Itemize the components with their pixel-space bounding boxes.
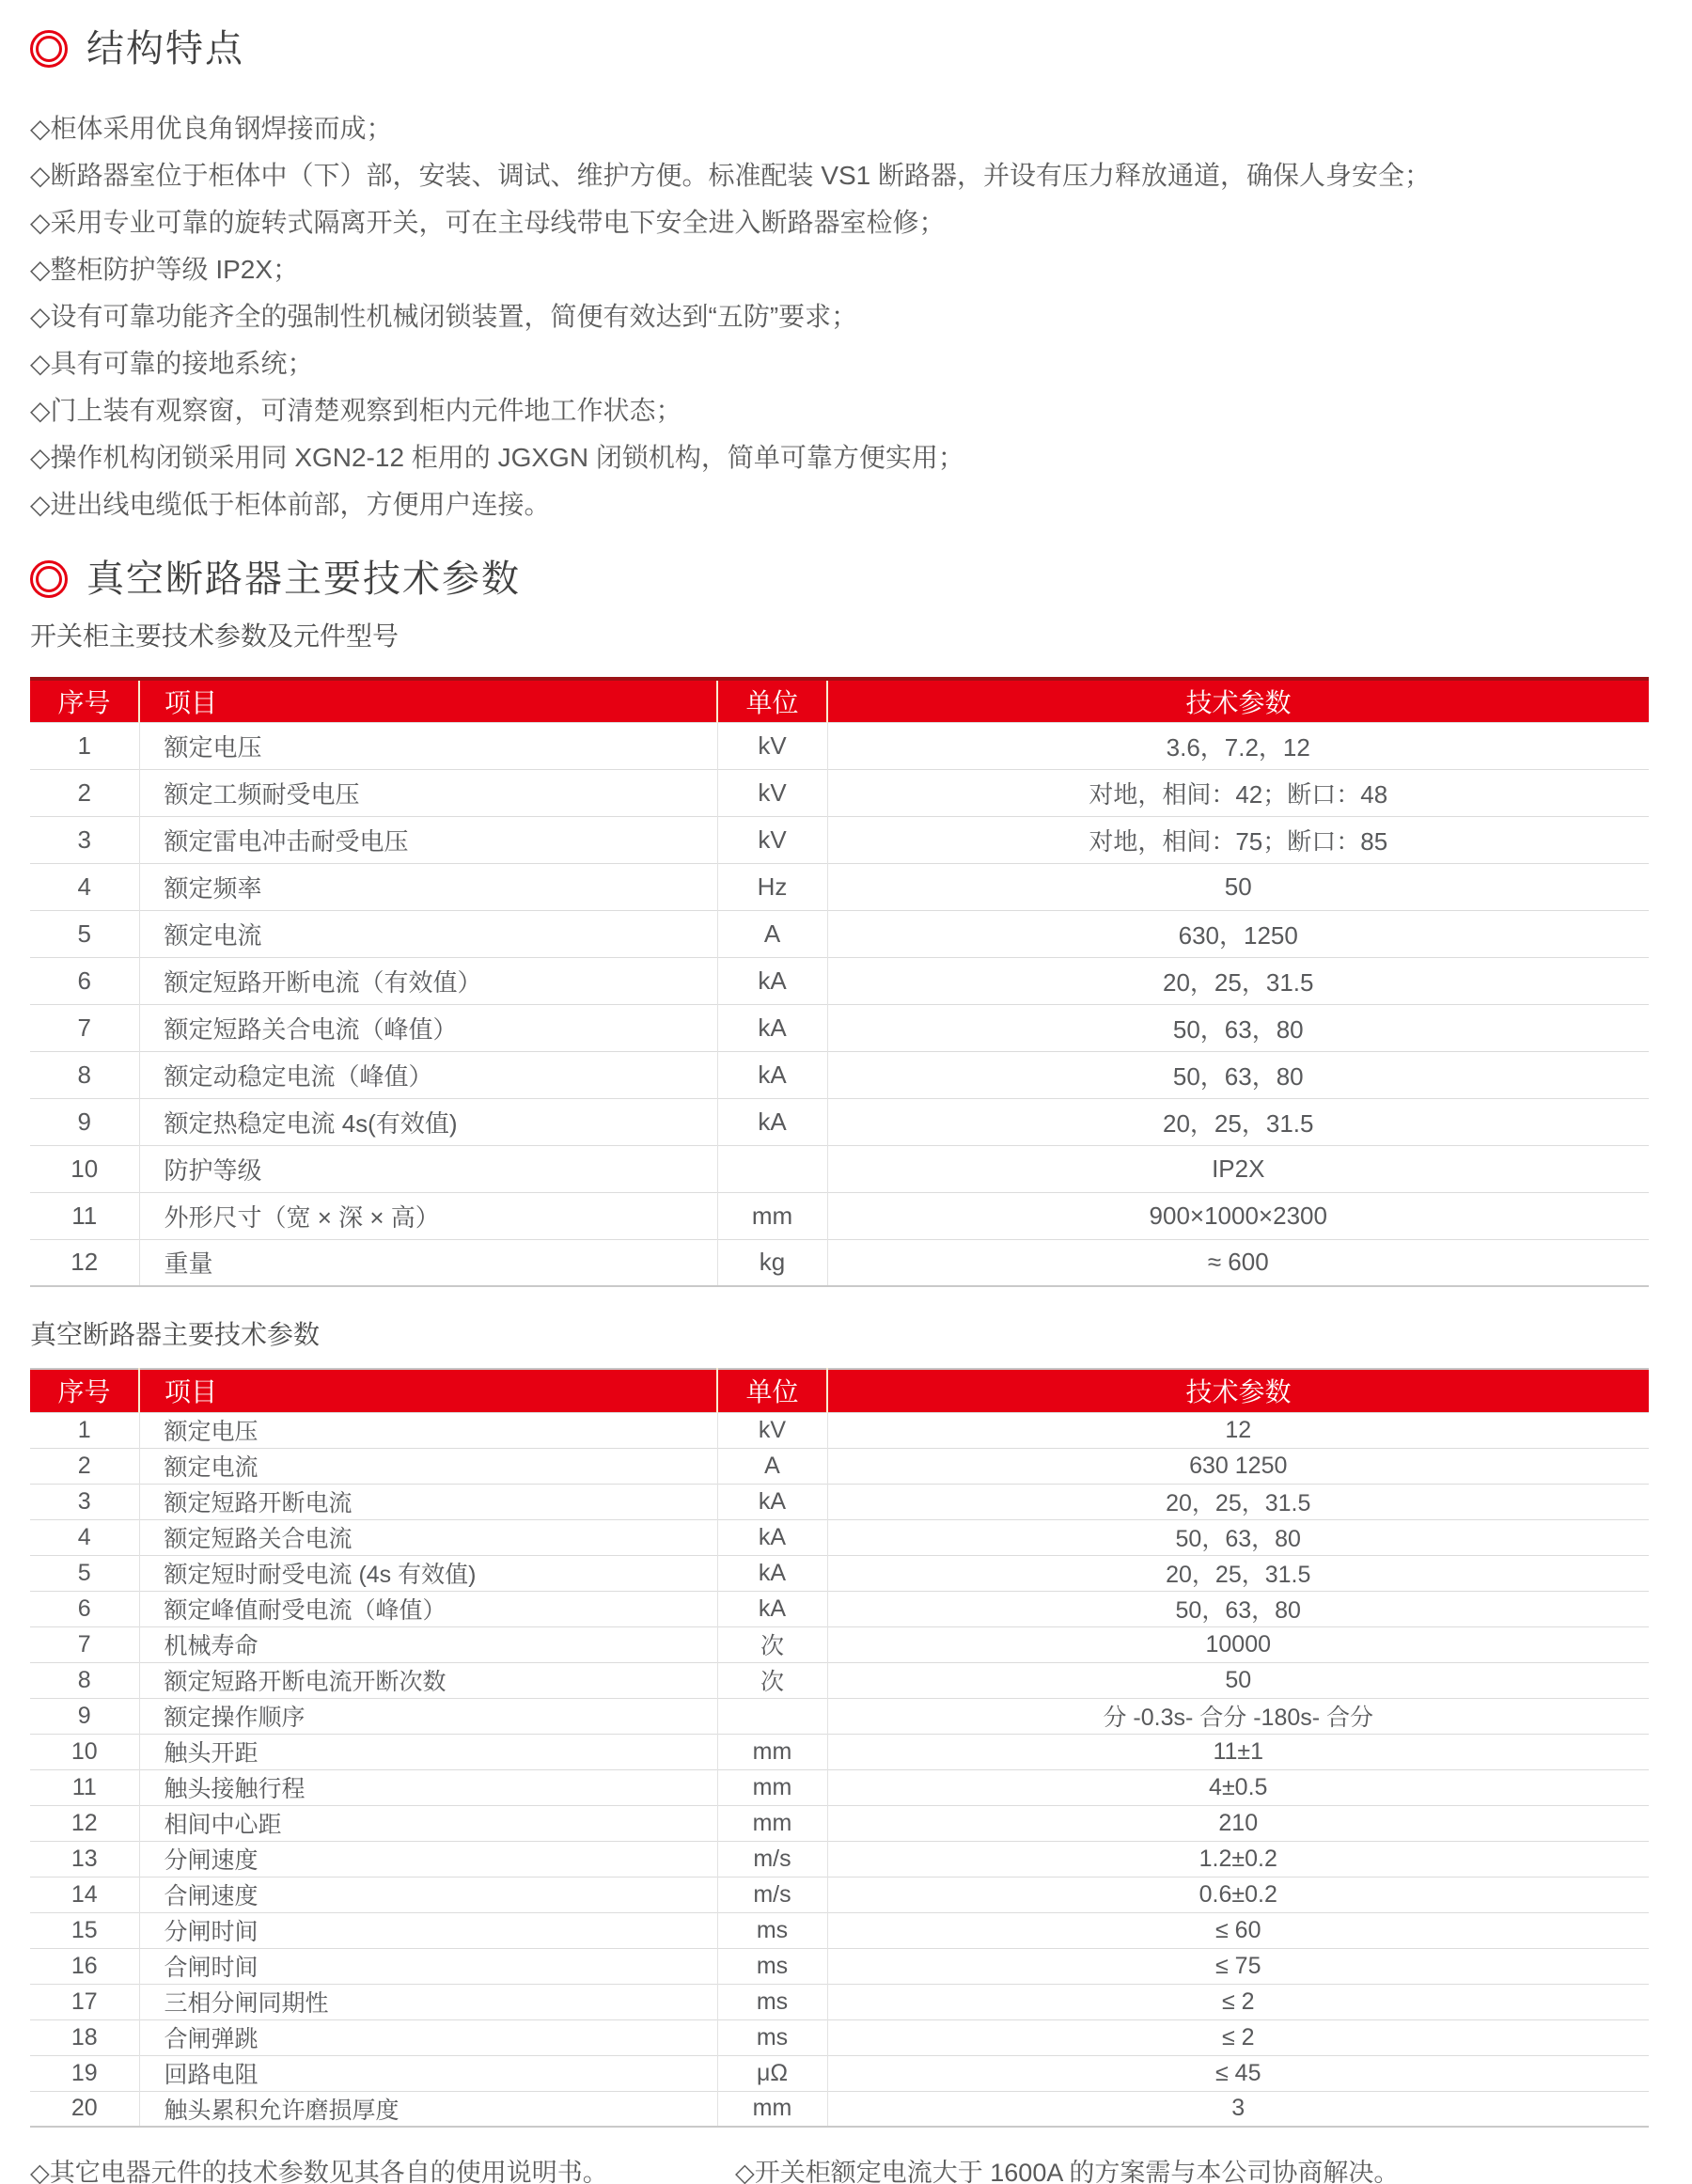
seq-cell: 12 [30,1239,139,1286]
item-cell: 额定短路开断电流开断次数 [139,1662,717,1698]
value-cell: 20，25，31.5 [827,957,1649,1004]
unit-cell: mm [717,2091,827,2127]
table-row [30,1626,1649,1662]
item-cell: 额定峰值耐受电流（峰值） [139,1591,717,1626]
unit-cell: mm [717,1734,827,1769]
item-cell: 合闸速度 [139,1877,717,1912]
unit-cell: kA [717,1591,827,1626]
unit-cell: Hz [717,863,827,910]
unit-cell: mm [717,1769,827,1805]
value-cell: 210 [827,1805,1649,1841]
seq-cell: 7 [30,1626,139,1662]
value-cell: ≤ 75 [827,1948,1649,1984]
table-row [30,1734,1649,1769]
seq-cell: 1 [30,1412,139,1448]
unit-cell: kV [717,1412,827,1448]
table-row [30,957,1649,1004]
unit-cell: kA [717,1555,827,1591]
value-cell: ≤ 2 [827,1984,1649,2019]
value-cell: 20，25，31.5 [827,1555,1649,1591]
seq-cell: 11 [30,1769,139,1805]
item-cell: 额定电流 [139,910,717,957]
value-cell: 对地，相间：42；断口：48 [827,769,1649,816]
table-row [30,1841,1649,1877]
value-cell: 50，63，80 [827,1051,1649,1098]
unit-cell [717,1145,827,1192]
seq-cell: 2 [30,1448,139,1484]
table-header-row [30,679,1649,722]
feature-item: ◇具有可靠的接地系统； [30,349,314,378]
header-cell-value: 技术参数 [827,679,1649,722]
switchgear-params-table [30,677,1649,1287]
table-header-row [30,1369,1649,1412]
table-row [30,1769,1649,1805]
unit-cell: mm [717,1805,827,1841]
table-row [30,2091,1649,2127]
header-cell-item: 项目 [139,679,717,722]
table-row [30,1098,1649,1145]
table-row [30,1519,1649,1555]
table-caption-breaker: 真空断路器主要技术参数 [30,1320,321,1349]
section-heading-params [30,557,1649,602]
value-cell: 20，25，31.5 [827,1484,1649,1519]
item-cell: 额定短路开断电流（有效值） [139,957,717,1004]
unit-cell: kA [717,957,827,1004]
value-cell: 3 [827,2091,1649,2127]
value-cell: 12 [827,1412,1649,1448]
unit-cell: kV [717,816,827,863]
feature-item: ◇整柜防护等级 IP2X； [30,255,300,284]
table-row [30,1192,1649,1239]
value-cell: ≤ 2 [827,2019,1649,2055]
table-row [30,1984,1649,2019]
seq-cell: 9 [30,1098,139,1145]
feature-item: ◇采用专业可靠的旋转式隔离开关，可在主母线带电下安全进入断路器室检修； [30,208,946,237]
unit-cell: kA [717,1098,827,1145]
item-cell: 防护等级 [139,1145,717,1192]
item-cell: 额定操作顺序 [139,1698,717,1734]
seq-cell: 14 [30,1877,139,1912]
item-cell: 相间中心距 [139,1805,717,1841]
table-row [30,1448,1649,1484]
header-cell-item: 项目 [139,1369,717,1412]
table-row [30,1805,1649,1841]
item-cell: 额定动稳定电流（峰值） [139,1051,717,1098]
table-row [30,1948,1649,1984]
seq-cell: 1 [30,722,139,769]
table-row [30,863,1649,910]
value-cell: 50，63，80 [827,1591,1649,1626]
value-cell: 对地，相间：75；断口：85 [827,816,1649,863]
unit-cell: 次 [717,1662,827,1698]
unit-cell: m/s [717,1877,827,1912]
header-cell-unit: 单位 [717,1369,827,1412]
seq-cell: 4 [30,863,139,910]
value-cell: 50 [827,1662,1649,1698]
item-cell: 外形尺寸（宽 × 深 × 高） [139,1192,717,1239]
item-cell: 额定短路关合电流（峰值） [139,1004,717,1051]
table-row [30,722,1649,769]
footnote: ◇其它电器元件的技术参数见其各自的使用说明书。 [30,2159,608,2184]
table-row [30,1591,1649,1626]
seq-cell: 10 [30,1145,139,1192]
unit-cell: kg [717,1239,827,1286]
item-cell: 触头累积允许磨损厚度 [139,2091,717,2127]
table-row [30,1145,1649,1192]
table-row [30,910,1649,957]
footnotes [30,2152,1649,2184]
table-row [30,1662,1649,1698]
seq-cell: 5 [30,1555,139,1591]
value-cell: 630 1250 [827,1448,1649,1484]
table-row [30,1912,1649,1948]
table-row [30,1412,1649,1448]
table-row [30,1555,1649,1591]
unit-cell: μΩ [717,2055,827,2091]
value-cell: ≈ 600 [827,1239,1649,1286]
params-title: 真空断路器主要技术参数 [86,558,521,600]
seq-cell: 8 [30,1051,139,1098]
item-cell: 三相分闸同期性 [139,1984,717,2019]
item-cell: 额定电压 [139,1412,717,1448]
seq-cell: 5 [30,910,139,957]
seq-cell: 10 [30,1734,139,1769]
table-row [30,1877,1649,1912]
seq-cell: 11 [30,1192,139,1239]
unit-cell: ms [717,2019,827,2055]
value-cell: 20，25，31.5 [827,1098,1649,1145]
seq-cell: 8 [30,1662,139,1698]
item-cell: 额定电压 [139,722,717,769]
feature-item: ◇进出线电缆低于柜体前部，方便用户连接。 [30,490,551,519]
unit-cell: kA [717,1484,827,1519]
table-row [30,2019,1649,2055]
unit-cell: m/s [717,1841,827,1877]
unit-cell: kV [717,722,827,769]
unit-cell: mm [717,1192,827,1239]
features-title: 结构特点 [86,28,244,70]
double-ring-icon [30,30,68,68]
value-cell: IP2X [827,1145,1649,1192]
table-row [30,1484,1649,1519]
unit-cell: kA [717,1004,827,1051]
seq-cell: 2 [30,769,139,816]
header-cell-seq: 序号 [30,1369,139,1412]
feature-item: ◇设有可靠功能齐全的强制性机械闭锁装置，简便有效达到“五防”要求； [30,302,858,331]
seq-cell: 17 [30,1984,139,2019]
item-cell: 合闸弹跳 [139,2019,717,2055]
item-cell: 机械寿命 [139,1626,717,1662]
unit-cell: ms [717,1984,827,2019]
table-row [30,769,1649,816]
unit-cell: 次 [717,1626,827,1662]
seq-cell: 4 [30,1519,139,1555]
header-cell-seq: 序号 [30,679,139,722]
item-cell: 额定短时耐受电流 (4s 有效值) [139,1555,717,1591]
feature-item: ◇断路器室位于柜体中（下）部，安装、调试、维护方便。标准配装 VS1 断路器，并设有压力释放通道，确保人身安全； [30,161,1432,190]
seq-cell: 18 [30,2019,139,2055]
unit-cell: kV [717,769,827,816]
item-cell: 额定短路关合电流 [139,1519,717,1555]
unit-cell: kA [717,1051,827,1098]
section-heading-features [30,26,1649,71]
value-cell: 1.2±0.2 [827,1841,1649,1877]
unit-cell: kA [717,1519,827,1555]
seq-cell: 13 [30,1841,139,1877]
breaker-params-table [30,1368,1649,2128]
table-caption-switchgear: 开关柜主要技术参数及元件型号 [30,621,400,651]
feature-item: ◇门上装有观察窗，可清楚观察到柜内元件地工作状态； [30,396,682,425]
value-cell: 50 [827,863,1649,910]
value-cell: 630，1250 [827,910,1649,957]
item-cell: 额定工频耐受电压 [139,769,717,816]
seq-cell: 6 [30,957,139,1004]
table-row [30,1698,1649,1734]
value-cell: 3.6，7.2，12 [827,722,1649,769]
value-cell: ≤ 60 [827,1912,1649,1948]
item-cell: 重量 [139,1239,717,1286]
double-ring-icon [30,560,68,598]
table-row [30,1004,1649,1051]
item-cell: 额定雷电冲击耐受电压 [139,816,717,863]
footnote: ◇开关柜额定电流大于 1600A 的方案需与本公司协商解决。 [735,2159,1400,2184]
feature-item: ◇柜体采用优良角钢焊接而成； [30,114,393,143]
value-cell: 分 -0.3s- 合分 -180s- 合分 [827,1698,1649,1734]
header-cell-value: 技术参数 [827,1369,1649,1412]
item-cell: 额定电流 [139,1448,717,1484]
item-cell: 额定热稳定电流 4s(有效值) [139,1098,717,1145]
item-cell: 分闸速度 [139,1841,717,1877]
seq-cell: 6 [30,1591,139,1626]
value-cell: 11±1 [827,1734,1649,1769]
unit-cell: ms [717,1912,827,1948]
item-cell: 触头接触行程 [139,1769,717,1805]
table-row [30,1239,1649,1286]
features-list [30,105,1649,528]
value-cell: ≤ 45 [827,2055,1649,2091]
table-row [30,2055,1649,2091]
table-row [30,816,1649,863]
unit-cell: A [717,1448,827,1484]
seq-cell: 3 [30,1484,139,1519]
seq-cell: 19 [30,2055,139,2091]
table-row [30,1051,1649,1098]
value-cell: 10000 [827,1626,1649,1662]
seq-cell: 16 [30,1948,139,1984]
unit-cell: A [717,910,827,957]
unit-cell [717,1698,827,1734]
header-cell-unit: 单位 [717,679,827,722]
seq-cell: 7 [30,1004,139,1051]
item-cell: 额定短路开断电流 [139,1484,717,1519]
value-cell: 50，63，80 [827,1004,1649,1051]
seq-cell: 12 [30,1805,139,1841]
item-cell: 合闸时间 [139,1948,717,1984]
seq-cell: 9 [30,1698,139,1734]
seq-cell: 15 [30,1912,139,1948]
value-cell: 50，63，80 [827,1519,1649,1555]
item-cell: 触头开距 [139,1734,717,1769]
seq-cell: 3 [30,816,139,863]
value-cell: 900×1000×2300 [827,1192,1649,1239]
unit-cell: ms [717,1948,827,1984]
item-cell: 额定频率 [139,863,717,910]
item-cell: 回路电阻 [139,2055,717,2091]
item-cell: 分闸时间 [139,1912,717,1948]
value-cell: 4±0.5 [827,1769,1649,1805]
feature-item: ◇操作机构闭锁采用同 XGN2-12 柜用的 JGXGN 闭锁机构，简单可靠方便实用； [30,443,964,472]
value-cell: 0.6±0.2 [827,1877,1649,1912]
seq-cell: 20 [30,2091,139,2127]
